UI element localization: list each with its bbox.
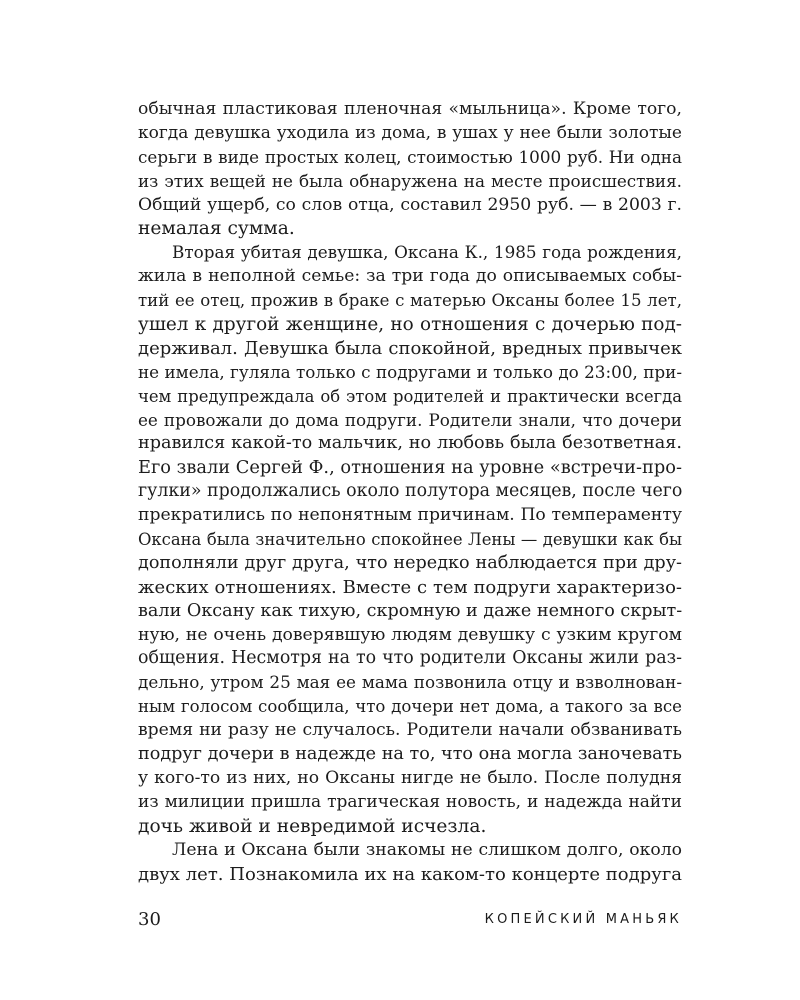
text-line: из этих вещей не была обнаружена на месте происшествия. bbox=[138, 170, 682, 191]
text-line: ным голосом сообщила, что дочери нет дома, а такого за все bbox=[138, 697, 682, 717]
page-footer bbox=[138, 909, 682, 933]
text-line: когда девушка уходила из дома, в ушах у нее были золотые bbox=[138, 122, 682, 143]
text-line: общения. Несмотря на то что родители Оксаны жили раз- bbox=[138, 648, 682, 669]
body-text bbox=[138, 98, 682, 886]
text-line: Оксана была значительно спокойнее Лены — девушки как бы bbox=[138, 530, 682, 550]
text-line: серьги в виде простых колец, стоимостью 1000 руб. Ни одна bbox=[138, 146, 682, 167]
text-line: Общий ущерб, со слов отца, составил 2950 руб. — в 2003 г. bbox=[138, 194, 682, 215]
text-line: ушел к другой женщине, но отношения с дочерью под- bbox=[138, 314, 682, 336]
text-line: держивал. Девушка была спокойной, вредных привычек bbox=[138, 337, 682, 359]
text-line: ную, не очень доверявшую людям девушку с узким кругом bbox=[138, 624, 682, 645]
text-line: Лена и Оксана были знакомы не слишком долго, около bbox=[172, 839, 682, 860]
text-line: время ни разу не случалось. Родители начали обзванивать bbox=[138, 720, 682, 741]
running-title: КОПЕЙСКИЙ МАНЬЯК bbox=[484, 912, 682, 927]
text-line: гулки» продолжались около полутора месяцев, после чего bbox=[138, 481, 683, 502]
text-line: дополняли друг друга, что нередко наблюдается при дру- bbox=[138, 552, 682, 573]
text-line: не имела, гуляла только с подругами и только до 23:00, при- bbox=[138, 361, 682, 382]
text-line: жила в неполной семье: за три года до описываемых собы- bbox=[138, 266, 682, 287]
text-line: вали Оксану как тихую, скромную и даже немного скрыт- bbox=[138, 600, 683, 621]
text-line: двух лет. Познакомила их на каком-то концерте подруга bbox=[138, 863, 682, 885]
text-line: дочь живой и невредимой исчезла. bbox=[138, 815, 487, 837]
text-line: тий ее отец, прожив в браке с матерью Оксаны более 15 лет, bbox=[138, 291, 682, 311]
text-line: Его звали Сергей Ф., отношения на уровне «встречи-про- bbox=[138, 457, 682, 479]
text-line: жеских отношениях. Вместе с тем подруги характеризо- bbox=[138, 576, 682, 598]
text-line: подруг дочери в надежде на то, что она могла заночевать bbox=[138, 744, 682, 765]
page-number: 30 bbox=[138, 909, 161, 930]
text-line: немалая сумма. bbox=[138, 218, 295, 240]
text-line: у кого-то из них, но Оксаны нигде не было. После полудня bbox=[138, 767, 682, 788]
text-line: ее провожали до дома подруги. Родители знали, что дочери bbox=[138, 409, 682, 430]
text-line: из милиции пришла трагическая новость, и надежда найти bbox=[138, 791, 682, 812]
text-line: прекратились по непонятным причинам. По темпераменту bbox=[138, 505, 682, 526]
text-line: нравился какой-то мальчик, но любовь была безответная. bbox=[138, 433, 682, 454]
text-line: обычная пластиковая пленочная «мыльница». Кроме того, bbox=[138, 99, 682, 119]
text-line: дельно, утром 25 мая ее мама позвонила отцу и взволнован- bbox=[138, 672, 682, 693]
text-line: Вторая убитая девушка, Оксана К., 1985 года рождения, bbox=[172, 242, 682, 263]
text-line: чем предупреждала об этом родителей и практически всегда bbox=[138, 386, 682, 406]
